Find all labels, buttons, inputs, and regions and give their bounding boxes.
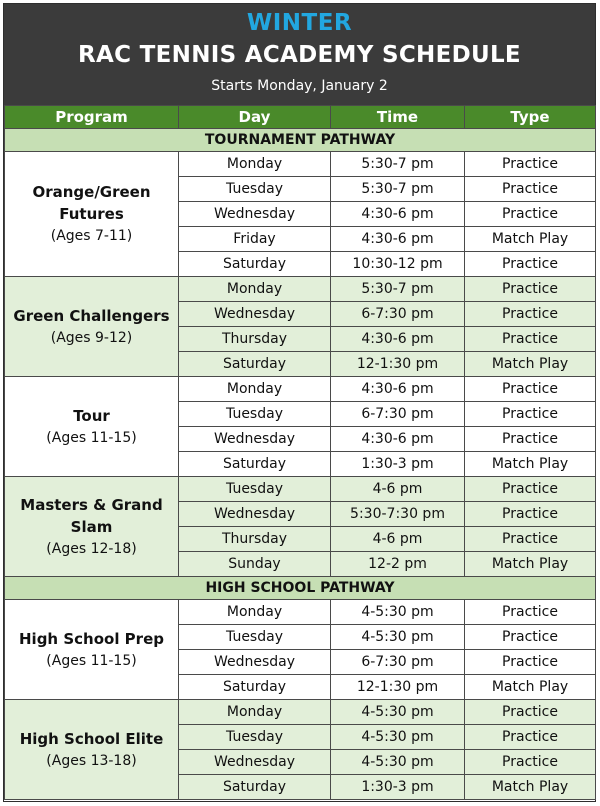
- session-day: Sunday: [179, 552, 331, 577]
- session-time: 12-1:30 pm: [331, 675, 465, 700]
- column-header-type: Type: [465, 106, 596, 129]
- session-type: Practice: [465, 477, 596, 502]
- session-type: Practice: [465, 427, 596, 452]
- season-label: WINTER: [246, 10, 353, 36]
- session-type: Practice: [465, 402, 596, 427]
- session-type: Practice: [465, 202, 596, 227]
- session-time: 12-2 pm: [331, 552, 465, 577]
- session-day: Saturday: [179, 675, 331, 700]
- section-title: HIGH SCHOOL PATHWAY: [5, 577, 596, 600]
- section-row: [5, 129, 596, 152]
- session-type: Practice: [465, 750, 596, 775]
- program-ages: (Ages 9-12): [50, 329, 133, 346]
- session-day: Wednesday: [179, 750, 331, 775]
- schedule-table: [4, 105, 596, 800]
- session-time: 10:30-12 pm: [331, 252, 465, 277]
- session-time: 4-5:30 pm: [331, 625, 465, 650]
- session-time: 4:30-6 pm: [331, 377, 465, 402]
- session-day: Friday: [179, 227, 331, 252]
- program-cell: [5, 377, 179, 477]
- session-type: Practice: [465, 152, 596, 177]
- section-title: TOURNAMENT PATHWAY: [5, 129, 596, 152]
- table-row: [5, 152, 596, 177]
- session-time: 4-6 pm: [331, 527, 465, 552]
- session-type: Practice: [465, 502, 596, 527]
- session-type: Match Play: [465, 775, 596, 800]
- session-time: 5:30-7 pm: [331, 177, 465, 202]
- table-row: [5, 600, 596, 625]
- session-type: Practice: [465, 277, 596, 302]
- program-ages: (Ages 11-15): [46, 429, 137, 446]
- program-cell: [5, 277, 179, 377]
- session-type: Practice: [465, 527, 596, 552]
- session-day: Tuesday: [179, 625, 331, 650]
- session-day: Wednesday: [179, 502, 331, 527]
- column-header-program: Program: [5, 106, 179, 129]
- session-time: 4-5:30 pm: [331, 725, 465, 750]
- table-row: [5, 700, 596, 725]
- session-type: Match Play: [465, 675, 596, 700]
- program-ages: (Ages 7-11): [50, 228, 133, 244]
- program-ages: (Ages 11-15): [46, 652, 137, 669]
- session-time: 4:30-6 pm: [331, 202, 465, 227]
- session-time: 1:30-3 pm: [331, 452, 465, 477]
- session-type: Practice: [465, 600, 596, 625]
- column-header-time: Time: [331, 106, 465, 129]
- session-type: Practice: [465, 725, 596, 750]
- session-day: Monday: [179, 277, 331, 302]
- session-time: 6-7:30 pm: [331, 402, 465, 427]
- session-time: 4-5:30 pm: [331, 750, 465, 775]
- session-time: 4:30-6 pm: [331, 327, 465, 352]
- session-day: Saturday: [179, 352, 331, 377]
- session-time: 1:30-3 pm: [331, 775, 465, 800]
- page-title: RAC TENNIS ACADEMY SCHEDULE: [78, 42, 521, 68]
- start-date: Starts Monday, January 2: [211, 78, 388, 94]
- session-time: 6-7:30 pm: [331, 650, 465, 675]
- table-row: [5, 377, 596, 402]
- program-name: High School Elite: [19, 729, 164, 748]
- program-ages: (Ages 12-18): [46, 540, 137, 557]
- program-name: Tour: [73, 406, 110, 425]
- session-day: Wednesday: [179, 427, 331, 452]
- session-type: Practice: [465, 650, 596, 675]
- program-name: Green Challengers: [13, 306, 170, 325]
- session-day: Monday: [179, 600, 331, 625]
- program-ages: (Ages 13-18): [46, 752, 137, 769]
- session-time: 6-7:30 pm: [331, 302, 465, 327]
- session-type: Practice: [465, 377, 596, 402]
- session-day: Monday: [179, 700, 331, 725]
- session-day: Tuesday: [179, 477, 331, 502]
- session-time: 4-5:30 pm: [331, 600, 465, 625]
- session-day: Saturday: [179, 775, 331, 800]
- session-day: Monday: [179, 377, 331, 402]
- session-day: Wednesday: [179, 202, 331, 227]
- program-cell: [5, 477, 179, 577]
- header-row: [5, 106, 596, 129]
- schedule-body: [5, 129, 596, 800]
- program-cell: [5, 700, 179, 800]
- session-time: 12-1:30 pm: [331, 352, 465, 377]
- session-time: 4-6 pm: [331, 477, 465, 502]
- session-day: Tuesday: [179, 177, 331, 202]
- program-name: Masters & Grand Slam: [20, 495, 163, 536]
- session-type: Match Play: [465, 227, 596, 252]
- session-time: 5:30-7 pm: [331, 152, 465, 177]
- session-time: 4:30-6 pm: [331, 427, 465, 452]
- schedule-header: [4, 4, 595, 105]
- session-time: 5:30-7:30 pm: [331, 502, 465, 527]
- program-cell: [5, 152, 179, 277]
- session-type: Match Play: [465, 352, 596, 377]
- session-time: 4:30-6 pm: [331, 227, 465, 252]
- session-time: 5:30-7 pm: [331, 277, 465, 302]
- session-type: Match Play: [465, 552, 596, 577]
- table-row: [5, 477, 596, 502]
- table-row: [5, 277, 596, 302]
- session-type: Practice: [465, 700, 596, 725]
- session-day: Wednesday: [179, 302, 331, 327]
- session-day: Tuesday: [179, 725, 331, 750]
- session-type: Practice: [465, 302, 596, 327]
- session-day: Saturday: [179, 252, 331, 277]
- session-time: 4-5:30 pm: [331, 700, 465, 725]
- session-type: Practice: [465, 327, 596, 352]
- session-day: Thursday: [179, 527, 331, 552]
- section-row: [5, 577, 596, 600]
- program-cell: [5, 600, 179, 700]
- session-type: Practice: [465, 177, 596, 202]
- session-day: Tuesday: [179, 402, 331, 427]
- session-type: Match Play: [465, 452, 596, 477]
- schedule-document: [3, 3, 596, 802]
- session-day: Thursday: [179, 327, 331, 352]
- session-type: Practice: [465, 625, 596, 650]
- program-name: High School Prep: [19, 629, 164, 648]
- session-day: Monday: [179, 152, 331, 177]
- session-day: Saturday: [179, 452, 331, 477]
- column-header-day: Day: [179, 106, 331, 129]
- session-type: Practice: [465, 252, 596, 277]
- program-name: Orange/Green Futures: [32, 183, 151, 223]
- session-day: Wednesday: [179, 650, 331, 675]
